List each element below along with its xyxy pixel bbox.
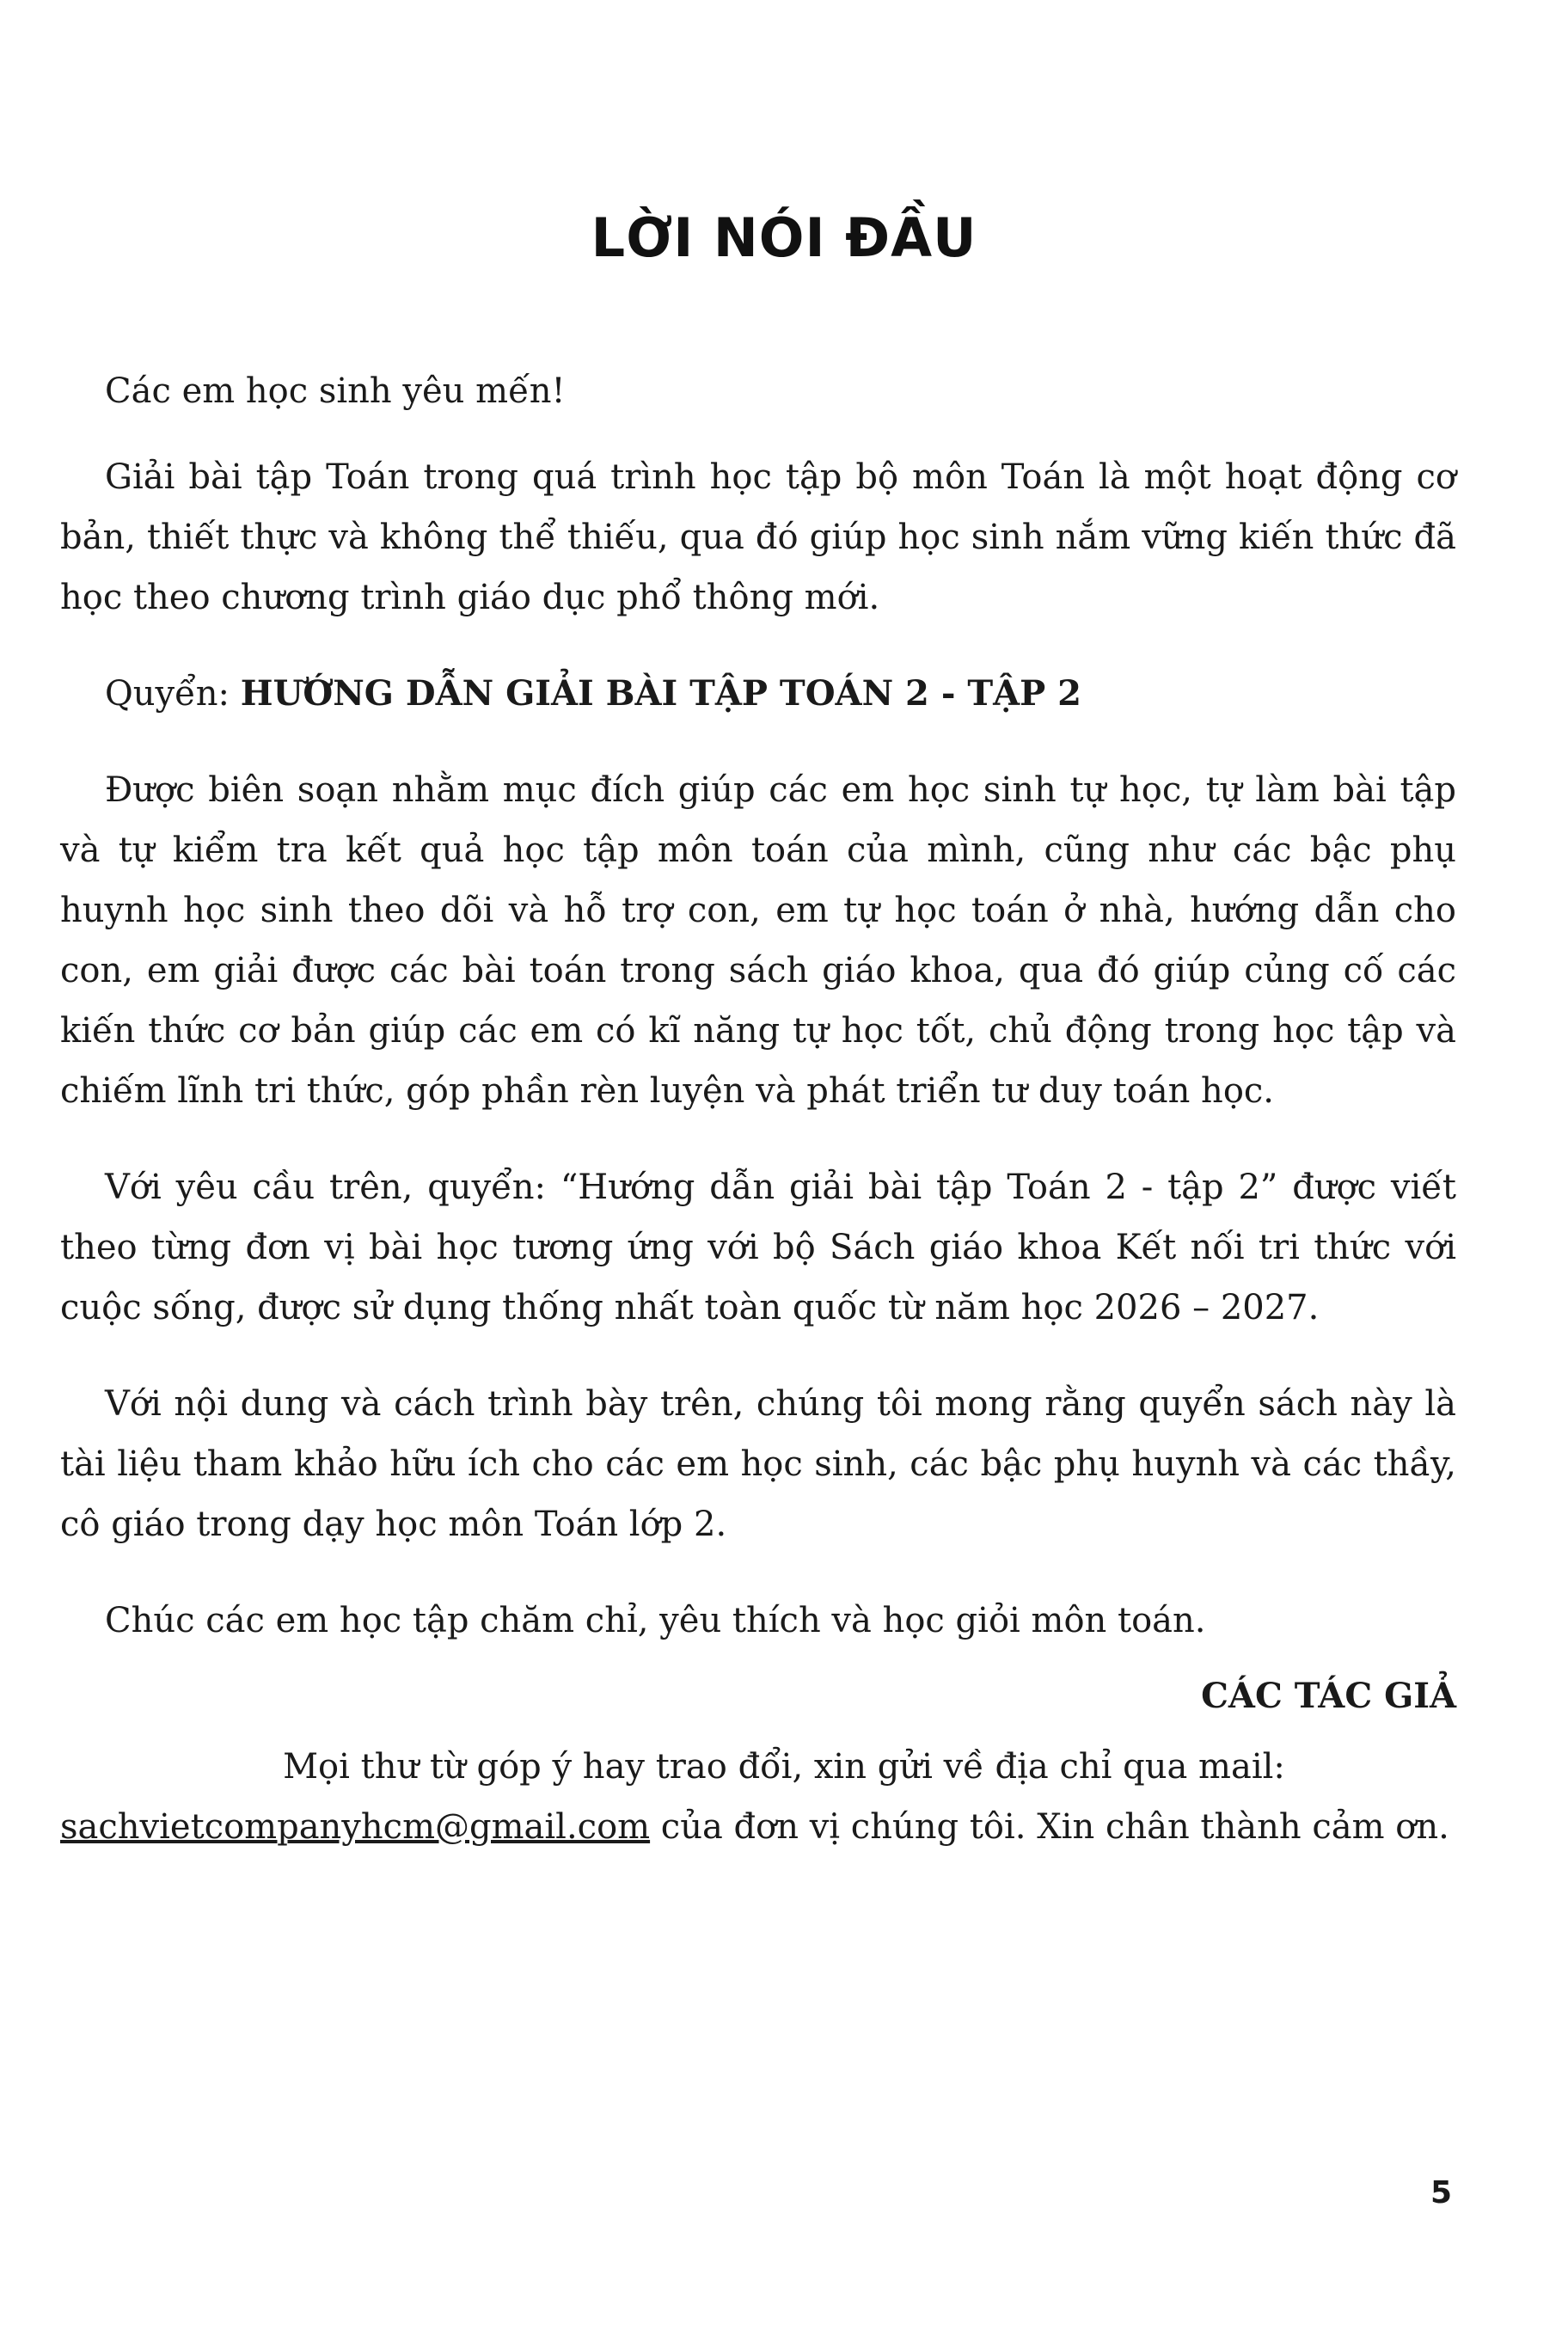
book-title: HƯỚNG DẪN GIẢI BÀI TẬP TOÁN 2 - TẬP 2 (240, 673, 1081, 714)
closing-line: Chúc các em học tập chăm chỉ, yêu thích và học giỏi môn toán. (105, 1601, 1206, 1640)
page-number: 5 (1430, 2175, 1452, 2210)
signature: CÁC TÁC GIẢ (1201, 1676, 1456, 1716)
email-link[interactable]: sachvietcompanyhcm@gmail.com (60, 1807, 651, 1847)
page-title: LỜI NÓI ĐẦU (591, 206, 977, 269)
contact-line-2 (60, 1797, 1456, 1857)
book-title-line (60, 664, 1456, 724)
paragraph-structure: Với yêu cầu trên, quyển: “Hướng dẫn giải bài tập Toán 2 - tập 2” được viết theo từng đơn vị bài học tương ứng với bộ Sách giáo khoa Kết nối tri thức với cuộc sống, được sử dụng thống nhất toàn quốc từ năm học 2026 – 2027. (60, 1168, 1456, 1327)
paragraph-purpose: Được biên soạn nhằm mục đích giúp các em học sinh tự học, tự làm bài tập và tự kiểm tra kết quả học tập môn toán của mình, cũng như các bậc phụ huynh học sinh theo dõi và hỗ trợ con, em tự học toán ở nhà, hướng dẫn cho con, em giải được các bài toán trong sách giáo khoa, qua đó giúp củng cố các kiến thức cơ bản giúp các em có kĩ năng tự học tốt, chủ động trong học tập và chiếm lĩnh tri thức, góp phần rèn luyện và phát triển tư duy toán học. (60, 770, 1456, 1111)
contact-note (60, 1737, 1456, 1857)
paragraph-hope: Với nội dung và cách trình bày trên, chúng tôi mong rằng quyển sách này là tài liệu tham khảo hữu ích cho các em học sinh, các bậc phụ huynh và các thầy, cô giáo trong dạy học môn Toán lớp 2. (60, 1384, 1456, 1544)
contact-line-2-suffix: của đơn vị chúng tôi. Xin chân thành cảm ơn. (650, 1807, 1449, 1847)
paragraph-intro: Giải bài tập Toán trong quá trình học tập bộ môn Toán là một hoạt động cơ bản, thiết thực và không thể thiếu, qua đó giúp học sinh nắm vững kiến thức đã học theo chương trình giáo dục phổ thông mới. (60, 457, 1456, 617)
contact-line-1: Mọi thư từ góp ý hay trao đổi, xin gửi về địa chỉ qua mail: (283, 1747, 1285, 1787)
preface-body (60, 361, 1456, 1763)
greeting: Các em học sinh yêu mến! (105, 371, 566, 411)
book-prefix: Quyển: (105, 674, 241, 714)
